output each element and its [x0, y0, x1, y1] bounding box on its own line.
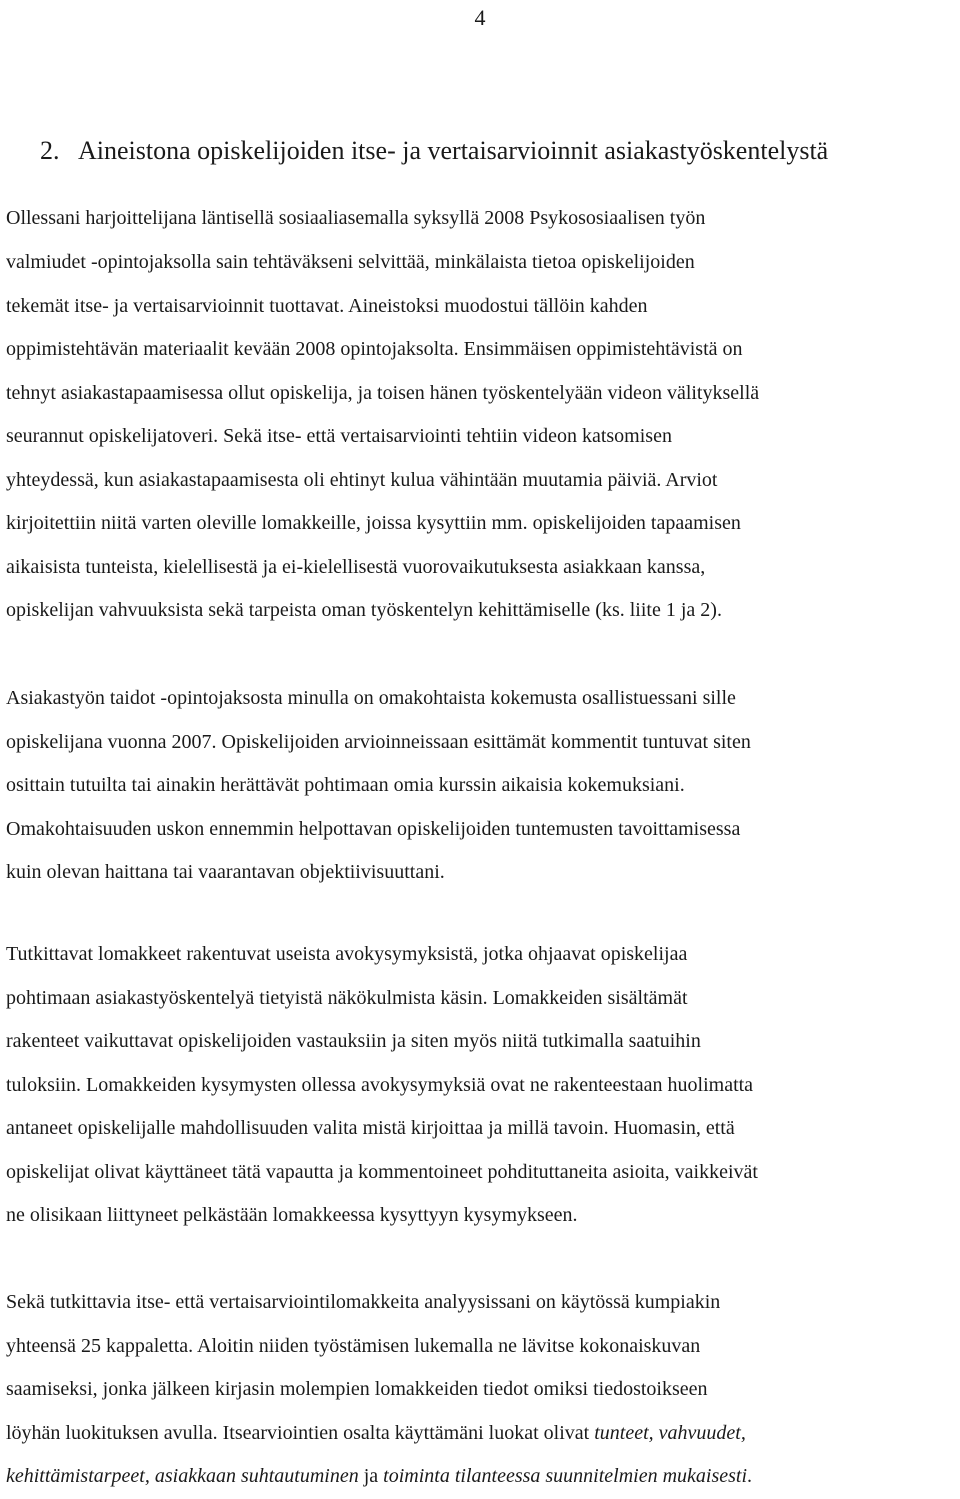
text-segment: löyhän luokituksen avulla. Itsearviointien osalta käyttämäni luokat olivat	[6, 1421, 595, 1444]
paragraph-4	[6, 1281, 960, 1499]
text-line: oppimistehtävän materiaalit kevään 2008 opintojaksolta. Ensimmäisen oppimistehtävistä on	[6, 338, 743, 360]
text-line: valmiudet -opintojaksolla sain tehtäväkseni selvittää, minkälaista tietoa opiskelijoiden	[6, 251, 695, 273]
italic-segment: tunteet, vahvuudet,	[594, 1421, 746, 1444]
paragraph-3	[6, 933, 960, 1238]
section-number: 2.	[40, 136, 60, 165]
text-line: Sekä tutkittavia itse- että vertaisarviointilomakkeita analyysissani on käytössä kumpiakin	[6, 1291, 721, 1313]
paragraph-1	[6, 197, 960, 633]
text-line: saamiseksi, jonka jälkeen kirjasin molempien lomakkeiden tiedot omiksi tiedostoikseen	[6, 1378, 708, 1400]
italic-segment: kehittämistarpeet, asiakkaan suhtautuminen	[6, 1465, 359, 1487]
italic-segment: toiminta tilanteessa suunnitelmien mukaisesti	[383, 1465, 748, 1487]
page-number: 4	[474, 5, 486, 30]
text-line: tuloksiin. Lomakkeiden kysymysten ollessa avokysymyksiä ovat ne rakenteestaan huolimatta	[6, 1073, 754, 1096]
text-line: rakenteet vaikuttavat opiskelijoiden vastauksiin ja siten myös niitä tutkimalla saatuihin	[6, 1030, 701, 1052]
text-line: pohtimaan asiakastyöskentelyä tietyistä näkökulmista käsin. Lomakkeiden sisältämät	[6, 986, 688, 1009]
text-line: Ollessani harjoittelijana läntisellä sosiaaliasemalla syksyllä 2008 Psykososiaalisen työn	[6, 207, 706, 229]
text-line: ne olisikaan liittyneet pelkästään lomakkeessa kysyttyyn kysymykseen.	[6, 1204, 578, 1226]
text-line: osittain tutuilta tai ainakin herättävät pohtimaan omia kurssin aikaisia kokemuksiani.	[6, 774, 685, 796]
text-line: aikaisista tunteista, kielellisestä ja ei-kielellisestä vuorovaikutuksesta asiakkaan kanssa,	[6, 555, 706, 578]
text-line: opiskelijat olivat käyttäneet tätä vapautta ja kommentoineet pohdituttaneita asioita, vaikkeivät	[6, 1160, 758, 1183]
text-segment: ja	[358, 1465, 384, 1487]
section-title: Aineistona opiskelijoiden itse- ja vertaisarvioinnit asiakastyöskentelystä	[78, 136, 829, 165]
text-line: tehnyt asiakastapaamisessa ollut opiskelija, ja toisen hänen työskentelyään videon välityksellä	[6, 381, 760, 404]
text-line: Omakohtaisuuden uskon ennemmin helpottavan opiskelijoiden tuntemusten tavoittamisessa	[6, 817, 741, 840]
section-heading	[40, 134, 828, 168]
text-line: yhteensä 25 kappaletta. Aloitin niiden työstämisen lukemalla ne lävitse kokonaiskuvan	[6, 1334, 701, 1357]
text-line: opiskelijana vuonna 2007. Opiskelijoiden arvioinneissaan esittämät kommentit tuntuvat siten	[6, 730, 751, 753]
text-line: yhteydessä, kun asiakastapaamisesta oli ehtinyt kulua vähintään muutamia päiviä. Arviot	[6, 468, 718, 491]
text-line: seurannut opiskelijatoveri. Sekä itse- että vertaisarviointi tehtiin videon katsomisen	[6, 425, 672, 447]
text-line: kirjoitettiin niitä varten oleville lomakkeille, joissa kysyttiin mm. opiskelijoiden tapaamisen	[6, 512, 741, 534]
text-line-mixed	[6, 1412, 960, 1456]
text-line: Asiakastyön taidot -opintojaksosta minulla on omakohtaista kokemusta osallistuessani sille	[6, 687, 736, 709]
text-line: opiskelijan vahvuuksista sekä tarpeista oman työskentelyn kehittämiselle (ks. liite 1 ja 2).	[6, 599, 722, 621]
text-line: Tutkittavat lomakkeet rakentuvat useista avokysymyksistä, jotka ohjaavat opiskelijaa	[6, 943, 688, 965]
paragraph-2	[6, 677, 960, 895]
text-line: tekemät itse- ja vertaisarvioinnit tuottavat. Aineistoksi muodostui tällöin kahden	[6, 294, 648, 317]
text-line: kuin olevan haittana tai vaarantavan objektiivisuuttani.	[6, 861, 445, 883]
text-line: antaneet opiskelijalle mahdollisuuden valita mistä kirjoittaa ja millä tavoin. Huomasin, että	[6, 1117, 735, 1139]
text-segment: .	[747, 1465, 753, 1487]
